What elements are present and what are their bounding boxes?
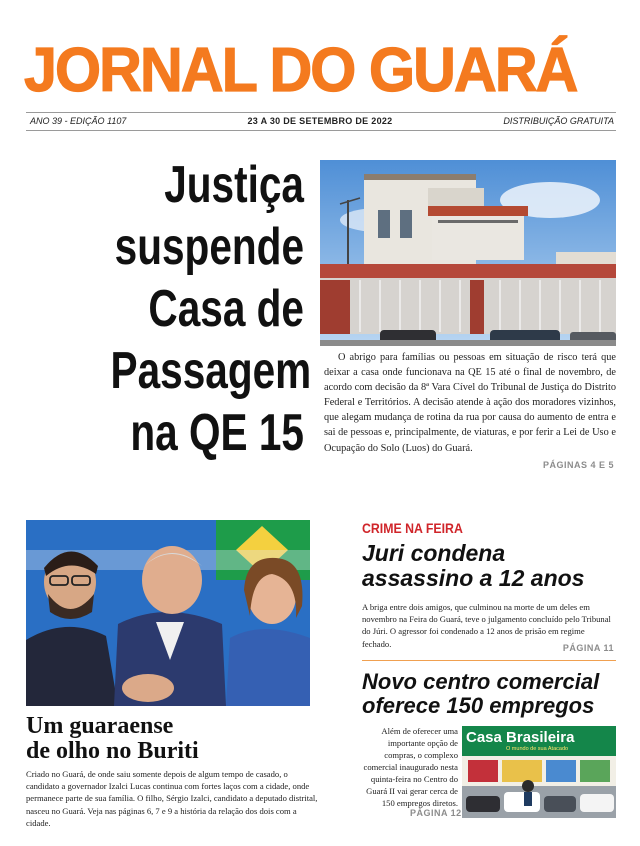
mall-headline-line: Novo centro comercial [362, 669, 600, 694]
mall-headline-line: oferece 150 empregos [362, 693, 595, 718]
masthead-title: JORNAL DO GUARÁ [24, 36, 577, 105]
mall-photo [462, 726, 616, 818]
mall-sign-slogan: O mundo de sua Atacado [506, 746, 569, 752]
lead-headline-line: Justiça [164, 156, 304, 214]
lead-body: O abrigo para famílias ou pessoas em situação de risco terá que deixar a casa onde funcionava na QE 15 até o final de novembro, de acordo com decisão da 8ª Vara Cível do Tribunal de Justiça do Distrito Federal e Territórios. A decisão atende à ação dos moradores vizinhos, que alegam mudança de rotina da rua por causa do aumento de entra e sai de pessoas e, principalmente, de viaturas, e por ferir a Lei de Uso e Ocupação do Solo (Luos) do Guará. [324, 352, 616, 454]
lead-headline-line: suspende [114, 218, 304, 276]
lead-headline-line: Passagem [110, 342, 312, 400]
lead-page-ref: PÁGINAS 4 E 5 [542, 460, 614, 470]
politics-headline-line: de olho no Buriti [26, 738, 199, 764]
crime-kicker: CRIME NA FEIRA [362, 520, 463, 536]
crime-headline [362, 541, 584, 591]
mall-page-ref: PÁGINA 12 [410, 808, 462, 818]
lead-headline [56, 154, 312, 464]
section-divider [362, 660, 616, 661]
politics-headline-line: Um guaraense [26, 713, 174, 739]
edition-label: ANO 39 - EDIÇÃO 1107 [30, 116, 127, 126]
politics-body: Criado no Guará, de onde saiu somente depois de algum tempo de casado, o candidato a governador Izalci Lucas continua com fortes laços com a cidade, onde permanece parte de sua família. O filho, Sérgio Izalci, candidato a deputado distrital, nasceu no Guará. Veja nas páginas 6, 7 e 9 a história da relação dos dois com a cidade. [26, 769, 318, 828]
crime-page-ref: PÁGINA 11 [562, 643, 614, 653]
lead-headline-line: Casa de [148, 280, 304, 338]
house-photo [320, 160, 616, 346]
crime-headline-line: Juri condena [362, 540, 506, 566]
mall-sign [462, 726, 616, 756]
top-divider [26, 112, 616, 113]
politics-headline [26, 714, 199, 764]
lead-headline-line: na QE 15 [130, 404, 304, 462]
mall-headline [362, 670, 599, 718]
crime-body: A briga entre dois amigos, que culminou na morte de um deles em novembro na Feira do Guará, teve o julgamento concluído pelo Tribunal do Júri. O agressor foi condenado a 12 anos de prisão em regime fechado. [362, 602, 611, 649]
issue-dates: 23 A 30 DE SETEMBRO DE 2022 [247, 116, 393, 126]
crime-headline-line: assassino a 12 anos [362, 565, 585, 591]
mall-sign-text: Casa Brasileira [466, 729, 575, 746]
mall-body: Além de oferecer uma importante opção de compras, o complexo comercial inaugurado nesta quinta-feira no Centro do Guará II vai gerar cerca de 150 empregos diretos. [363, 726, 458, 808]
meta-divider [26, 130, 616, 131]
candidates-photo [26, 520, 310, 706]
distribution-label: DISTRIBUIÇÃO GRATUITA [503, 116, 614, 126]
